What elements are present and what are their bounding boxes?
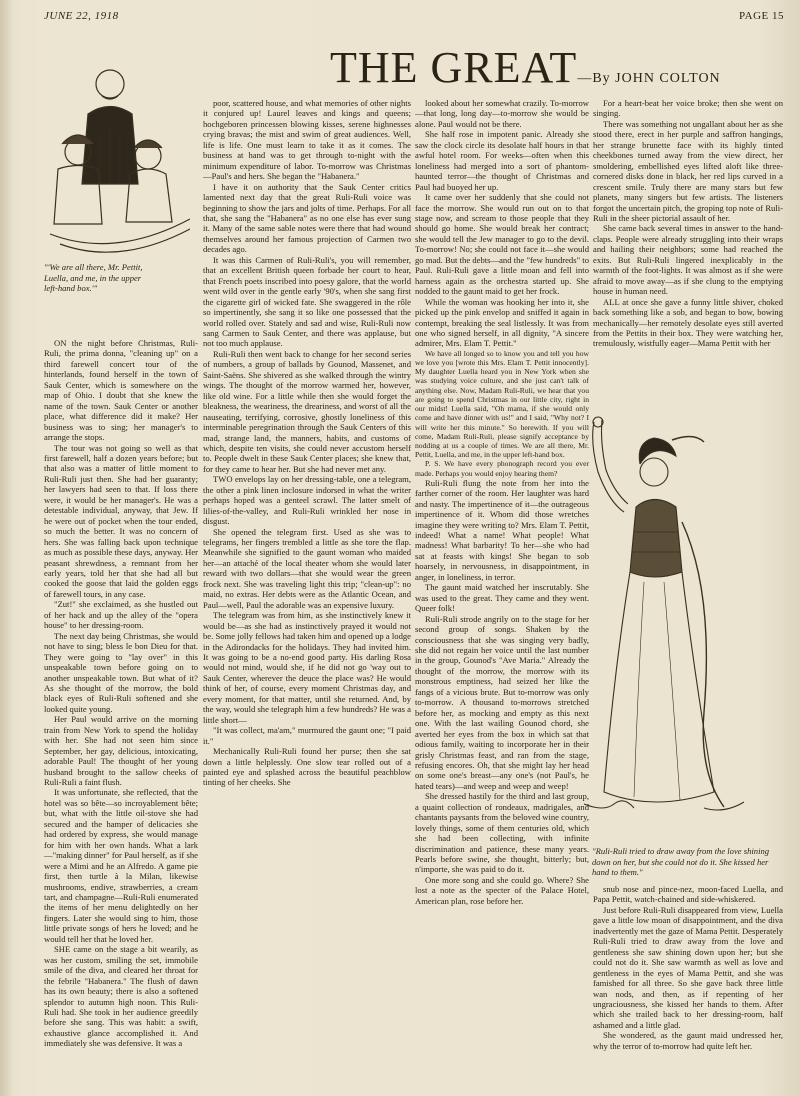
paragraph: She came back several times in answer to the hand-claps. People were already struggling into their wraps and hailing their neighbors; some had reached the exits. But Ruli-Ruli lingered inexplicably in the warmth of the foot-lights. It was almost as if she were afraid to move away—as if she clung to the emptying house in human need. [593,223,783,297]
paragraph: I have it on authority that the Sauk Center critics lamented next day that the great Ruli-Ruli voice was beginning to show the jars and jolts of time. Perhaps. For all that, she sang the "Habanera" as no one else has ever sung it. Many of the same sable notes were there that had wound themselves around her famous projection of Carmen two decades ago. [203,181,411,255]
story-title: THE GREAT [330,43,578,92]
paragraph: The gaunt maid watched her inscrutably. She was used to the great. They came and they went. Queer folk! [415,582,589,614]
paragraph: Just before Ruli-Ruli disappeared from view, Luella gave a little low moan of disappointment, and the diva inadvertently met the gaze of Mama Pettit. Desperately Ruli-Ruli tried to draw away from the love and gentleness she saw shining down upon her; but she could not do it. She saw warmth as well as love and gentleness in the eyes of Mama Pettit, and she was famished for all three. So she gave back three little wan nods, and then, as if repenting of her ungraciousness, she kissed her hands to them. After which she trailed back to her dressing-room, half ashamed and a little glad. [593,904,783,1030]
paragraph: TWO envelops lay on her dressing-table, one a telegram, the other a pink linen inclosure indorsed in what the writer perhaps hoped was a genteel scrawl. The latter smelt of lilies-of-the-valley, and Ruli-Ruli wrinkled her nose in disgust. [203,474,411,527]
column-4-top [593,98,783,408]
story-title-block [330,42,721,93]
paragraph: There was something not ungallant about her as she stood there, erect in her purple and saffron hangings, her strange brunette face with its highly tinted cheekbones turned away from the view direct, her smoldering, embellished eyes lifted aloft like three-cornered disks done in black, her red lips curved in a crescent smile. Truly there are many stars but few planets, many singers but few artists. The listeners forgot the uncertain pitch, the groping top note of Ruli-Ruli in the sheer pictorial assault of her. [593,118,783,223]
paragraph: ON the night before Christmas, Ruli-Ruli, the prima donna, "cleaning up" on a third farewell concert tour of the hinterlands, found herself in the town of Sauk Center, which is somewhere on the map of Ohio. I doubt that she knew the name of the town. Sauk Center or another place, what difference did it make? Her business was to sing; her manager's to arrange the stops. [44,338,198,443]
letter-postscript: P. S. We have every phonograph record you ever made. Perhaps you would enjoy hearing them? [415,459,589,478]
paragraph: It was unfortunate, she reflected, that the hotel was so bête—so incroyablement bête; but, what with the little oil-stove she had secured and the hamper of delicacies she had ordered by express, she would manage for him with her own hands. What a lark—"making dinner" for Paul herself, as if she were a Mimi and he an Alfredo. A game pie first, then turtle à la Milan, likewise mushrooms, endive, strawberries, a cream tart, and champagne—Ruli-Ruli enumerated the items of her menu delightedly on her fingers. Later she would sing to him, those little private songs of hers he loved; and he would tell her that he loved her. [44,787,198,944]
paragraph: ALL at once she gave a funny little shiver, choked back something like a sob, and began to bow, bowing mechanically—her remotely desolate eyes still averted from the Pettits in their box. They were watching her, tremulously, wistfully eager—Mama Pettit with her [593,296,783,349]
paragraph: looked about her somewhat crazily. To-morrow—that long, long day—to-morrow she would be alone. Paul would not be there. [415,98,589,129]
opera-box-family-illustration [40,44,190,274]
paragraph: "It was collect, ma'am," murmured the gaunt one; "I paid it." [203,725,411,746]
paragraph: She opened the telegram first. Used as she was to telegrams, her fingers trembled a little as she tore the flap. Meanwhile she signified to the gaunt woman who maided her—an attaché of the local theater whom she would later reward with two dollars—that she would wear the green frock next. She was traveling light this trip; "clean-up": no maid, no extras. Her debts were as the Atlantic Ocean, and Paul—well, Paul the adorable was an expensive luxury. [203,526,411,610]
page-number: PAGE 15 [739,10,784,22]
column-1 [44,338,198,1094]
paragraph: She wondered, as the gaunt maid undressed her, why the terror of to-morrow had quite left her. [593,1030,783,1051]
paragraph: Ruli-Ruli then went back to change for her second series of numbers, a group of ballads by Gounod, Massenet, and Saint-Saëns. She shivered as she walked through the wintry wings. The thought of the morrow warmed her, however, like old wine. For a little while then she would forget the bleakness, the weariness, the dreariness, and worst of all the nauseating, terrifying, corrosive, ghostly loneliness of this interminable peregrination through the Sauk Centers of this mad, strange land, the manners, habits, and customs of which, despite ten visits, she could never accustom herself to. People dwelt in these Sauk Center places; she knew that, for they came to hear her. But she had never met any. [203,348,411,474]
paragraph: The telegram was from him, as she instinctively knew it would be—as she had as instinctively prayed it would not be. Some jolly fellows had taken him and opened up a lodge in the Adirondacks for the holidays. They had invited him. It was going to be a no-end good party. His darling Rosa would not mind, would she, if he did not go 'way out to Sauk Center, wherever the deuce the place was? He would think of her, of course, every moment Christmas day, and every moment, for that matter, until she returned. And, by the way, would she telegraph him a few hundreds? He was a little short— [203,610,411,725]
paragraph: "Zut!" she exclaimed, as she hustled out of her hack and up the alley of the "opera house" to her dressing-room. [44,599,198,631]
paragraph: For a heart-beat her voice broke; then she went on singing. [593,98,783,119]
caption-top-left: "'We are all there, Mr. Pettit, Luella, and me, in the upper left-hand box.'" [44,262,143,293]
byline: —By JOHN COLTON [577,71,721,86]
paragraph: Her Paul would arrive on the morning train from New York to spend the holiday with her. She had not seen him since September, her gay, delicious, intoxicating, adorable Paul! The thought of her young husband brought to the sallow cheeks of Ruli-Ruli a faint flush. [44,714,198,788]
paragraph: While the woman was hooking her into it, she picked up the pink envelop and sniffed it again in contempt, breaking the seal listlessly. It was from one who signed herself, in all dignity, "A sincere admirer, Mrs. Elam T. Pettit." [415,296,589,349]
paragraph: Ruli-Ruli strode angrily on to the stage for her second group of songs. Shaken by the consciousness that she was singing very badly, she did not regain her voice until the last number in the group, Gounod's "Ave Maria." Already the thought of the morrow, the morrow with its monstrous emptiness, had seized her like the fangs of a vicious brute. But to-morrow was only to-morrow. A thousand to-morrows stretched before her, as mocking and empty as this next one. With the last wailing Gounod chord, she averted her eyes from the box in which sat that odious family, waiting to incorporate her in their grisly Christmas feast, and ran from the stage, refusing encores. Oh, that she might lay her head on some one's breast—any one's (not Paul's, he hated tears)—and weep and weep and weep! [415,613,589,791]
paragraph: poor, scattered house, and what memories of other nights it conjured up! Laurel leaves and kings and queens; hochgeboren princessen blowing kisses, serene highnesses crying bravas; the mist and swim of great audiences. Well, life is life. One must learn to take it as it comes. The business at hand was to get through to-night with the minimum expenditure of labor. To-morrow was Christmas—Paul's and hers. She began the "Habanera." [203,98,411,182]
paragraph: Mechanically Ruli-Ruli found her purse; then she sat down a little helplessly. One slow tear rolled out of a painted eye and splashed across the beautiful peachblow tinting of her cheeks. She [203,746,411,788]
caption-right: "Ruli-Ruli tried to draw away from the love shining down on her, but she could not do it. She kissed her hand to them." [592,846,770,877]
column-2 [203,98,411,1094]
paragraph: The next day being Christmas, she would not have to sing; bless le bon Dieu for that. They were going to "lay over" in this unspeakable town before going on to another unspeakable town. But what of it? As she thought of the morrow, the bold black eyes of Ruli-Ruli softened and she looked quite young. [44,630,198,714]
column-4-bottom [593,884,783,1094]
paragraph: One more song and she could go. Where? She lost a note as the specter of the Palace Hotel, American plan, rose before her. [415,874,589,906]
issue-date: JUNE 22, 1918 [44,10,119,22]
paragraph: It came over her suddenly that she could not face the morrow. She would run out on to that stage now, and scream to those people that they should go home. She would break her contract; she would tell the Jew manager to go to the devil. To-morrow! No; she could not face it—she would go mad. But the debts—and the "few hundreds" to Paul. Ruli-Ruli gave a little moan and fell into harness again as the orchestra started up. She nodded to the gaunt maid to get her frock. [415,192,589,297]
column-3 [415,98,589,1094]
paragraph: snub nose and pince-nez, moon-faced Luella, and Papa Pettit, watch-chained and side-whiskered. [593,884,783,905]
paragraph: She dressed hastily for the third and last group, a quaint collection of rondeaux, madrigales, and chantants paysants from the beloved wine country, lovely things, some of them centuries old, which she had been collecting, with infinite discrimination and patience, these many years. Pearls before swine, she thought, bitterly; but, n'importe, she was paid to do it. [415,791,589,875]
letter-paragraph: We have all longed so to know you and tell you how we love you [wrote this Mrs. Elam T. Pettit innocently]. My daughter Luella heard you in New York when she was studying voice culture, and she just can't talk of anything else. Now, Madam Ruli-Ruli, we hear that you are going to spend Christmas in our little city, right in our midst! Luella said, "Oh mama, if she would only come and have dinner with us!" and I said, "Why not? I will write her this minute." So herewith. If you will come, Madam Ruli-Ruli, please signify acceptance by nodding at us a couple of times. We are all there, Mr. Pettit, Luella, and me, in the upper left-hand box. [415,348,589,460]
paragraph: Ruli-Ruli flung the note from her into the farther corner of the room. Her laughter was hard and nasty. The impertinence of it—the outrageous impertinence of it. Whom did those wretches imagine they were writing to? Mrs. Elam T. Pettit, indeed! What a name! What people! What madness! What barbarity! To her—she who had sat at feasts with kings! She began to sob hoarsely, in nervousness, in disappointment, in anger, in loneliness, in terror. [415,477,589,582]
paragraph: It was this Carmen of Ruli-Ruli's, you will remember, that an excellent British queen forbade her court to hear, that French poets inscribed into poesy galore, that the world went wild over in the gentle early '90's, when she sang first the cigarette girl of wicked fate. She swaggered in the rôle so impertinently, she sang it so like one possessed that the world rolled over. Stately and sad and wise, Ruli-Ruli now sang Carmen to Sauk Center, and there was applause, but not too much applause. [203,254,411,349]
paragraph: She half rose in impotent panic. Already she saw the clock circle its desolate half hours in that awful hotel room. For weeks—often when this loneliness had merged into a sort of phantom-haunted terror—the thought of Christmas and Paul had buoyed her up. [415,129,589,192]
paragraph: SHE came on the stage a bit wearily, as was her custom, smiling the set, immobile smile of the diva, and cleared her throat for the febrile "Habanera." The flush of dawn has its own beauty; there is also a softened splendor to autumn high noon. This Ruli-Ruli had. She took in her audience greedily before she sang. This was habit: a swift, exhaustive glance accomplished it. And immediately she was defensive. It was a [44,944,198,1049]
paragraph: The tour was not going so well as that first farewell, half a dozen years before; but that also was a matter of little moment to Ruli-Ruli just then. She had her guaranty; her lawyers had seen to that. If loss there were, it would be her manager's. He was a detestable individual, anyway, that Jew. If he were out of pocket when the tour ended, so much the better. It was no concern of hers. She was falling back upon technique as much as possible these days, anyway. Her peasant shrewdness, a remnant from her early years, told her that she had all but cooked the goose that laid the golden eggs of farewell tours, in any case. [44,442,198,599]
